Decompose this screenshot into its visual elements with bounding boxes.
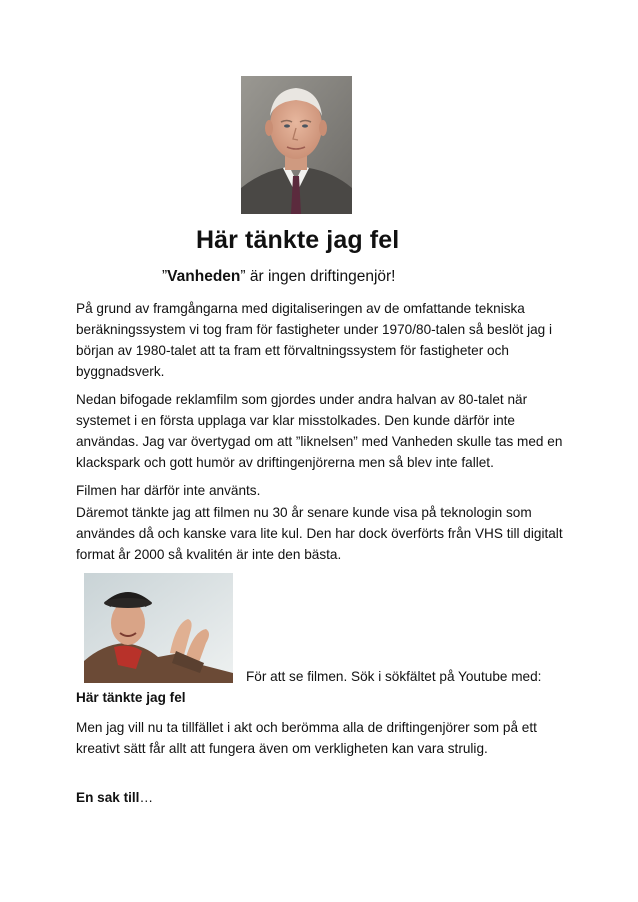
closing-line: [76, 790, 153, 805]
subtitle-rest: ” är ingen driftingenjör!: [240, 268, 396, 285]
paragraph-30-years-later: Däremot tänkte jag att filmen nu 30 år senare kunde visa på teknologin som användes då och kanske vara lite kul. Den har dock överförts från VHS till digitalt format år 2000 så kvalitén är inte den bästa.: [76, 505, 563, 562]
paragraph-not-used: Filmen har därför inte använts.: [76, 483, 261, 498]
closing-ellipsis: …: [139, 790, 154, 805]
youtube-search-term: Här tänkte jag fel: [76, 690, 186, 705]
paragraph-background: På grund av framgångarna med digitaliseringen av de omfattande tekniska beräkningssystem vi tog fram för fastigheter under 1970/80-talen så beslöt jag i början av 1980-talet att ta fram ett förvaltningssystem för fastigheter och byggnadsverk.: [76, 301, 553, 379]
film-caption: För att se filmen. Sök i sökfältet på Youtube med:: [246, 669, 542, 684]
subtitle-quote-open: ”: [162, 268, 168, 285]
page-title: Här tänkte jag fel: [196, 226, 400, 254]
subtitle-name: Vanheden: [167, 268, 241, 285]
author-portrait-photo: [241, 76, 352, 214]
closing-bold: En sak till: [76, 790, 140, 805]
paragraph-praise-engineers: Men jag vill nu ta tillfället i akt och berömma alla de driftingenjörer som på ett kreativt sätt får allt att fungera även om verkligheten kan vara strulig.: [76, 720, 537, 756]
film-still-photo: [84, 573, 233, 683]
page-subtitle: [162, 268, 395, 286]
paragraph-advertisement-film: Nedan bifogade reklamfilm som gjordes under andra halvan av 80-talet när systemet i en första upplaga var klar misstolkades. Den kunde därför inte användas. Jag var övertygad om att ”liknelsen” med Vanheden skulle tas med en klackspark och gott humör av driftingenjörerna men så blev inte fallet.: [76, 392, 563, 470]
